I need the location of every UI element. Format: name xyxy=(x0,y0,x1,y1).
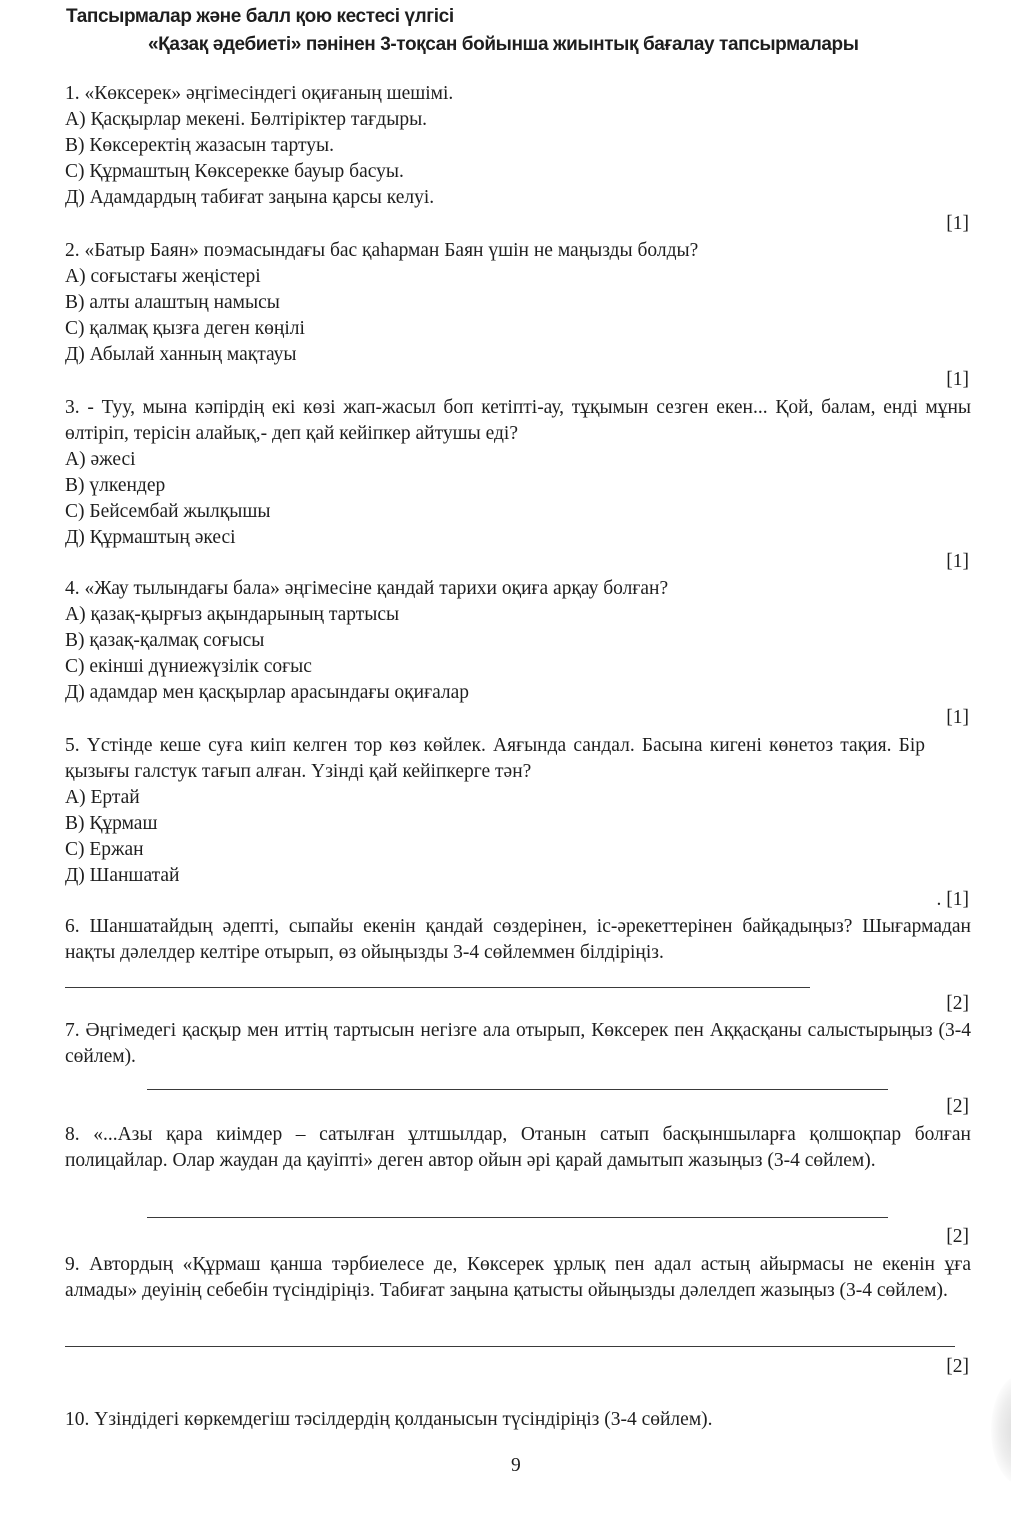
score-mark: [2] xyxy=(946,1096,969,1117)
question-stem: 4. «Жау тылындағы бала» әңгімесіне қандай тарихи оқиға арқау болған? xyxy=(65,578,669,599)
header-title-line-2: «Қазақ әдебиеті» пәнінен 3-тоқсан бойынша жиынтық бағалау тапсырмалары xyxy=(148,34,859,55)
answer-line xyxy=(147,1089,888,1090)
question-4 xyxy=(65,576,971,706)
question-stem: 3. - Туу, мына кәпірдің екі көзі жап-жасыл боп кетіпті-ау, тұқымын сезген екен... Қой, балам, енді мұны өлтіріп, терісін алайық,- деп қай кейіпкер айтушы еді? xyxy=(65,397,971,444)
answer-line xyxy=(147,1217,888,1218)
page-number: 9 xyxy=(511,1455,521,1476)
answer-option: С) Бейсембай жылқышы xyxy=(65,501,271,522)
question-2 xyxy=(65,238,971,368)
answer-option: В) қазақ-қалмақ соғысы xyxy=(65,630,265,651)
answer-option: А) соғыстағы жеңістері xyxy=(65,266,261,287)
answer-line xyxy=(65,1346,955,1347)
answer-option: В) Көксеректің жазасын тартуы. xyxy=(65,135,334,156)
answer-option: В) үлкендер xyxy=(65,475,166,496)
question-1 xyxy=(65,81,971,211)
question-stem: 8. «...Азы қара киімдер – сатылған ұлтшылдар, Отанын сатып басқыншыларға қолшоқпар болған полицайлар. Олар жаудан да қауіпті» деген автор ойын әрі қарай дамытып жазыңыз (3-4 сөйлем). xyxy=(65,1124,971,1171)
question-5 xyxy=(65,733,971,889)
question-9 xyxy=(65,1252,971,1304)
question-6 xyxy=(65,914,971,966)
answer-option: Д) Адамдардың табиғат заңына қарсы келуі. xyxy=(65,187,435,208)
question-stem: 10. Үзіндідегі көркемдегіш тәсілдердің қолданысын түсіндіріңіз (3-4 сөйлем). xyxy=(65,1409,713,1430)
answer-option: Д) Абылай ханның мақтауы xyxy=(65,344,297,365)
answer-option: С) қалмақ қызға деген көңілі xyxy=(65,318,305,339)
question-stem: 9. Автордың «Құрмаш қанша тәрбиелесе де, Көксерек ұрлық пен адал астың айырмасы не екенін ұға алмады» деуінің себебін түсіндіріңіз. Табиғат заңына қатысты ойыңызды дәлелдеп жазыңыз (3-4 сөйлем). xyxy=(65,1254,971,1301)
answer-option: Д) адамдар мен қасқырлар арасындағы оқиғалар xyxy=(65,682,470,703)
question-stem: 2. «Батыр Баян» поэмасындағы бас қаһарман Баян үшін не маңызды болды? xyxy=(65,240,699,261)
answer-option: А) Ертай xyxy=(65,787,140,808)
answer-line xyxy=(65,987,810,988)
score-mark: [2] xyxy=(946,993,969,1014)
score-mark: [2] xyxy=(946,1226,969,1247)
answer-option: С) Ержан xyxy=(65,839,144,860)
header-title-line-1: Тапсырмалар және балл қою кестесі үлгісі xyxy=(66,6,454,27)
answer-option: В) Құрмаш xyxy=(65,813,158,834)
question-stem: 7. Әңгімедегі қасқыр мен иттің тартысын негізге ала отырып, Көксерек пен Аққасқаны салыстырыңыз (3-4 сөйлем). xyxy=(65,1020,971,1067)
answer-option: С) Құрмаштың Көксерекке бауыр басуы. xyxy=(65,161,404,182)
question-3 xyxy=(65,395,971,551)
score-mark: [1] xyxy=(946,213,969,234)
score-mark: [2] xyxy=(946,1356,969,1377)
answer-option: А) қазақ-қырғыз ақындарының тартысы xyxy=(65,604,400,625)
answer-option: С) екінші дүниежүзілік соғыс xyxy=(65,656,312,677)
score-mark: . [1] xyxy=(936,889,969,910)
answer-option: А) Қасқырлар мекені. Бөлтіріктер тағдыры. xyxy=(65,109,428,130)
answer-option: А) әжесі xyxy=(65,449,136,470)
answer-option: Д) Құрмаштың әкесі xyxy=(65,527,236,548)
question-stem: 6. Шаншатайдың әдепті, сыпайы екенін қандай сөздерінен, іс-әрекеттерінен байқадыңыз? Шығармадан нақты дәлелдер келтіре отырып, өз ойыңызды 3-4 сөйлеммен білдіріңіз. xyxy=(65,916,971,963)
question-7 xyxy=(65,1018,971,1070)
score-mark: [1] xyxy=(946,707,969,728)
page-curl-shadow xyxy=(991,1375,1011,1485)
question-stem: 1. «Көксерек» әңгімесіндегі оқиғаның шешімі. xyxy=(65,83,454,104)
answer-option: Д) Шаншатай xyxy=(65,865,180,886)
question-stem: 5. Үстінде кеше суға киіп келген тор көз көйлек. Аяғында сандал. Басына кигені көнетоз тақия. Бір қызығы галстук тағып алған. Үзінді қай кейіпкерге тән? xyxy=(65,735,925,782)
score-mark: [1] xyxy=(946,551,969,572)
question-10 xyxy=(65,1407,971,1433)
question-8 xyxy=(65,1122,971,1174)
score-mark: [1] xyxy=(946,369,969,390)
answer-option: В) алты алаштың намысы xyxy=(65,292,280,313)
